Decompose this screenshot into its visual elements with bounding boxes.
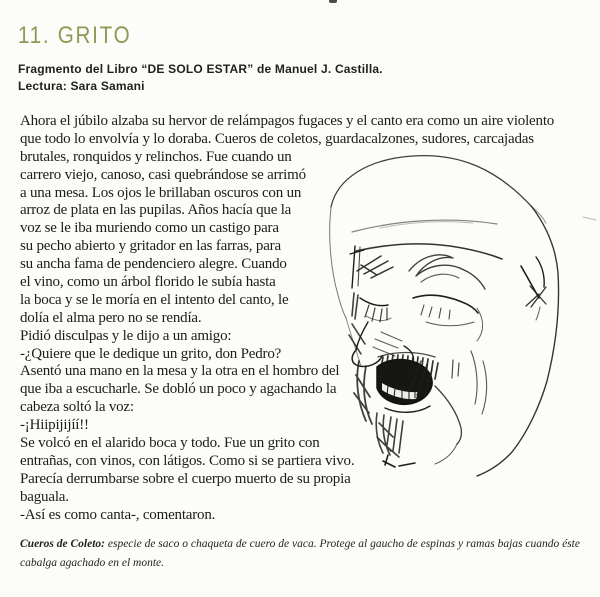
reader-credit: Lectura: Sara Samani (18, 79, 145, 93)
body-line: su pecho abierto y gritador en las farras, para (20, 238, 281, 255)
page-title: 11. GRITO (18, 22, 132, 49)
body-line: dolía el alma pero no se rendía. (20, 309, 202, 326)
body-line: su ancha fama de pendenciero alegre. Cuando (20, 256, 287, 273)
body-line: carrero viejo, canoso, casi quebrándose se arrimó (20, 166, 306, 183)
shouting-man-sketch (325, 145, 600, 515)
body-line: voz se le iba muriendo como un castigo para (20, 220, 279, 237)
body-line: Pidió disculpas y le dijo a un amigo: (20, 327, 232, 344)
body-line: arroz de plata en las pupilas. Años hacía que la (20, 202, 292, 219)
book-credit: Fragmento del Libro “DE SOLO ESTAR” de Manuel J. Castilla. (18, 62, 383, 76)
body-line: Asentó una mano en la mesa y la otra en el hombro del (20, 363, 340, 380)
body-line: baguala. (20, 488, 69, 505)
body-line: el vino, como un árbol florido le subía hasta (20, 274, 276, 291)
footnote-definition: especie de saco o chaqueta de cuero de vaca. Protege al gaucho de espinas y ramas bajas cuando éste (104, 538, 580, 550)
page-edge-mark (329, 0, 337, 3)
body-line: la boca y se le moría en el intento del canto, le (20, 291, 289, 308)
footnote-line: cabalga agachado en el monte. (20, 557, 165, 569)
body-line: -Así es como canta-, comentaron. (20, 506, 216, 523)
page-subtitle (18, 61, 383, 95)
body-line: -¿Quiere que le dedique un grito, don Pedro? (20, 345, 282, 362)
body-line: brutales, ronquidos y relinchos. Fue cuando un (20, 148, 292, 165)
footnote-line (20, 535, 595, 554)
body-line: Se volcó en el alarido boca y todo. Fue un grito con (20, 435, 320, 452)
body-line: -¡Hiipijijíí!! (20, 417, 89, 434)
footnote-term: Cueros de Coleto: (20, 538, 105, 550)
body-line: que todo lo envolvía y lo doraba. Cueros de coletos, guardacalzones, sudores, carcajadas (20, 130, 534, 147)
body-line: a una mesa. Los ojos le brillaban oscuros con un (20, 184, 302, 201)
body-line: Parecía derrumbarse sobre el cuerpo muerto de su propia (20, 470, 351, 487)
body-line: entrañas, con vinos, con látigos. Como si se partiera vivo. (20, 452, 355, 469)
body-line: que iba a escucharle. Se dobló un poco y agachando la (20, 381, 337, 398)
body-line: cabeza soltó la voz: (20, 399, 134, 416)
footnote (20, 535, 595, 573)
body-line: Ahora el júbilo alzaba su hervor de relámpagos fugaces y el canto era como un aire violento (20, 113, 555, 129)
